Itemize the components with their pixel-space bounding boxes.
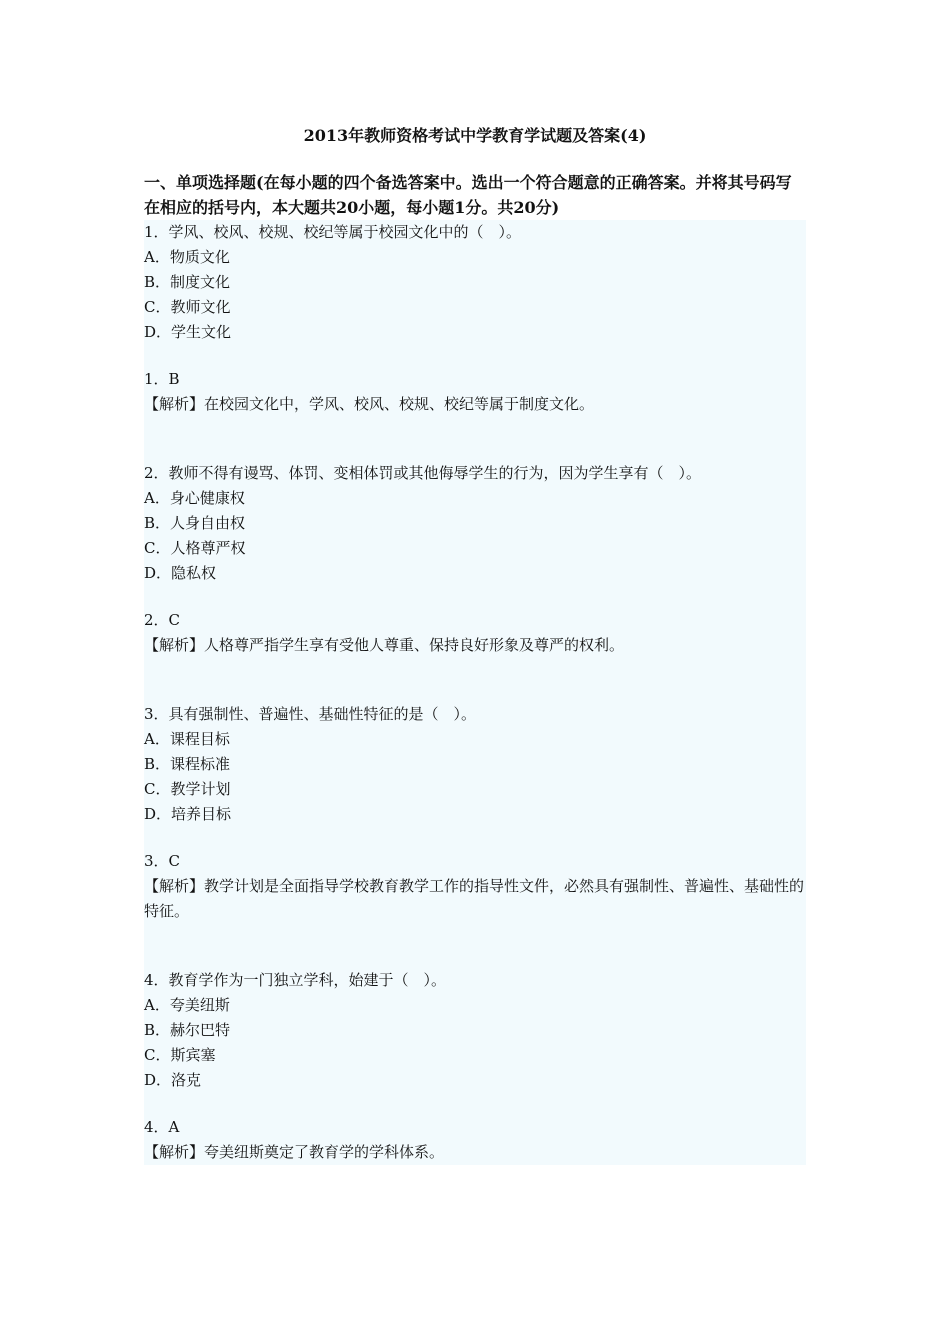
option-c: C．斯宾塞	[144, 1046, 216, 1064]
question-3	[144, 702, 806, 924]
option-d: D．洛克	[144, 1071, 202, 1089]
answer: 3．C	[144, 852, 181, 870]
question-stem: 3．具有强制性、普遍性、基础性特征的是（ ）。	[144, 705, 477, 723]
option-a: A．夸美纽斯	[144, 996, 230, 1014]
option-d: D．培养目标	[144, 805, 232, 823]
option-c: C．人格尊严权	[144, 539, 246, 557]
option-a: A．物质文化	[144, 248, 230, 266]
analysis: 【解析】教学计划是全面指导学校教育教学工作的指导性文件，必然具有强制性、普遍性、基础性的特征。	[144, 877, 805, 920]
option-b: B．制度文化	[144, 273, 231, 291]
option-a: A．身心健康权	[144, 489, 245, 507]
answer: 4．A	[144, 1118, 180, 1136]
question-stem: 2．教师不得有谩骂、体罚、变相体罚或其他侮辱学生的行为，因为学生享有（ ）。	[144, 464, 702, 482]
question-stem: 4．教育学作为一门独立学科，始建于（ ）。	[144, 971, 447, 989]
answer: 2．C	[144, 611, 181, 629]
option-b: B．人身自由权	[144, 514, 246, 532]
option-d: D．隐私权	[144, 564, 217, 582]
analysis: 【解析】夸美纽斯奠定了教育学的学科体系。	[144, 1143, 445, 1161]
option-b: B．课程标准	[144, 755, 231, 773]
option-d: D．学生文化	[144, 323, 232, 341]
option-c: C．教学计划	[144, 780, 231, 798]
option-a: A．课程目标	[144, 730, 230, 748]
analysis: 【解析】人格尊严指学生享有受他人尊重、保持良好形象及尊严的权利。	[144, 636, 625, 654]
document-title: 2013年教师资格考试中学教育学试题及答案(4)	[303, 126, 647, 145]
document-body	[144, 170, 806, 1165]
question-4	[144, 968, 806, 1165]
section-heading: 一、单项选择题(在每小题的四个备选答案中。选出一个符合题意的正确答案。并将其号码写在相应的括号内，本大题共20小题，每小题1分。共20分)	[144, 170, 806, 220]
option-c: C．教师文化	[144, 298, 231, 316]
analysis: 【解析】在校园文化中，学风、校风、校规、校纪等属于制度文化。	[144, 395, 595, 413]
question-2	[144, 461, 806, 658]
question-1	[144, 220, 806, 417]
answer: 1．B	[144, 370, 180, 388]
question-stem: 1．学风、校风、校规、校纪等属于校园文化中的（ ）。	[144, 223, 522, 241]
option-b: B．赫尔巴特	[144, 1021, 231, 1039]
